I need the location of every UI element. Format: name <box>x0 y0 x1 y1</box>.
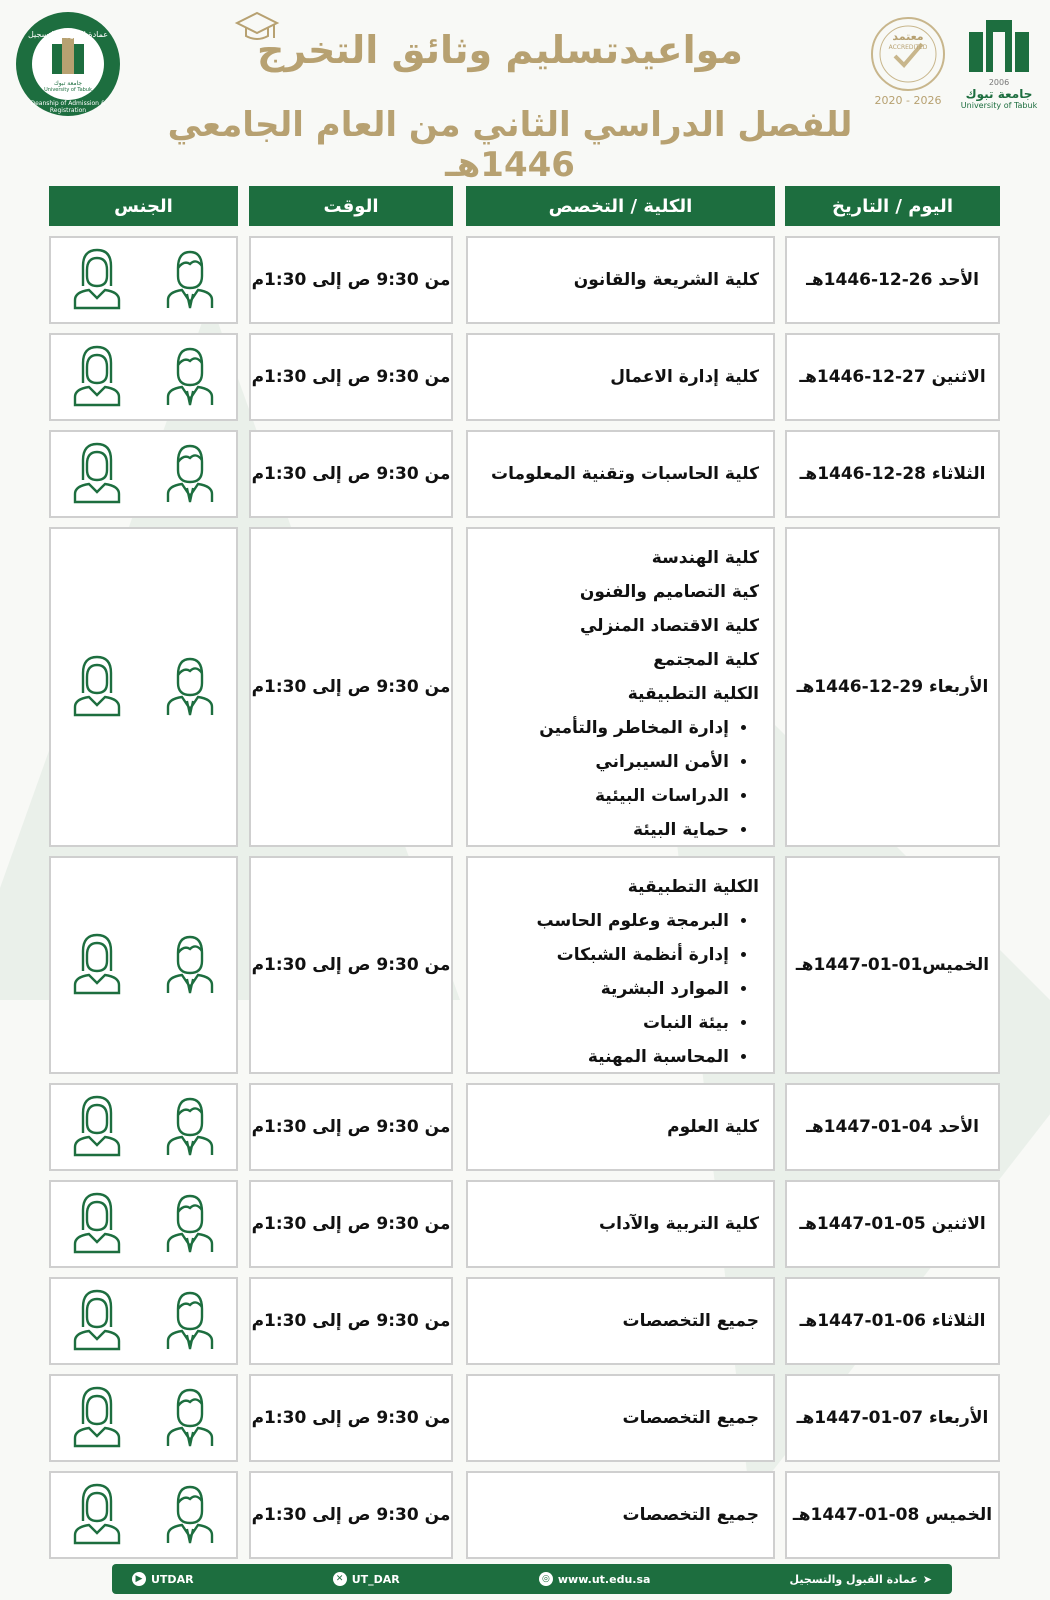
male-user-icon <box>164 1287 216 1355</box>
specialization-item: • حماية البيئة <box>468 813 729 847</box>
male-user-icon <box>164 1481 216 1549</box>
date-cell <box>785 430 1000 518</box>
row-date: الخميس 08-01-1447هـ <box>792 1505 993 1525</box>
male-user-icon <box>164 653 216 721</box>
time-cell <box>249 1277 453 1365</box>
time-cell <box>249 856 453 1074</box>
gender-cell <box>49 1471 238 1559</box>
specialization-item: • بيئة النبات <box>468 1006 729 1040</box>
female-user-icon <box>71 931 123 999</box>
female-user-icon <box>71 1481 123 1549</box>
time-cell <box>249 1083 453 1171</box>
youtube-handle: UTDAR <box>151 1572 194 1586</box>
college-name: جميع التخصصات <box>622 1408 759 1428</box>
female-user-icon <box>71 1287 123 1355</box>
deanship-name-en: Deanship of Admission & Registration <box>30 100 106 114</box>
male-user-icon <box>164 1093 216 1161</box>
youtube-icon: ▶ <box>132 1572 146 1586</box>
header-college: الكلية / التخصص <box>466 186 775 226</box>
time-cell <box>249 1374 453 1462</box>
row-time: من 9:30 ص إلى 1:30م <box>251 955 451 975</box>
row-date: الأربعاء 29-12-1446هـ <box>796 677 989 697</box>
male-user-icon <box>164 246 216 314</box>
specialization-item: • الموارد البشرية <box>468 972 729 1006</box>
college-name: كلية الاقتصاد المنزلي <box>579 616 759 636</box>
female-user-icon <box>71 1093 123 1161</box>
college-cell <box>466 1083 775 1171</box>
specialization-item: • الدراسات البيئية <box>468 779 729 813</box>
college-cell <box>466 1277 775 1365</box>
date-cell <box>785 333 1000 421</box>
row-time: من 9:30 ص إلى 1:30م <box>251 1214 451 1234</box>
row-date: الأحد 04-01-1447هـ <box>806 1117 979 1137</box>
specialization-list <box>468 904 759 1074</box>
deanship-university-en: University of Tabuk <box>44 87 92 93</box>
footer-deanship-name: عمادة القبول والتسجيل <box>789 1572 918 1586</box>
female-user-icon <box>71 653 123 721</box>
college-cell <box>466 430 775 518</box>
page-title: مواعيدتسليم وثائق التخرج <box>257 28 743 72</box>
college-name: الكلية التطبيقية <box>627 877 759 897</box>
gender-cell <box>49 527 238 847</box>
time-cell <box>249 236 453 324</box>
row-date: الأحد 26-12-1446هـ <box>806 270 979 290</box>
college-name: كلية المجتمع <box>653 650 759 670</box>
college-cell <box>466 236 775 324</box>
college-name: الكلية التطبيقية <box>627 684 759 704</box>
row-time: من 9:30 ص إلى 1:30م <box>251 677 451 697</box>
university-logo <box>958 12 1040 110</box>
male-user-icon <box>164 440 216 508</box>
male-user-icon <box>164 1190 216 1258</box>
specialization-item: • البرمجة وعلوم الحاسب <box>468 904 729 938</box>
specialization-item: • الأمن السيبراني <box>468 745 729 779</box>
time-cell <box>249 1180 453 1268</box>
date-cell <box>785 527 1000 847</box>
deanship-name-ar: عمادة القبول و التسجيل <box>28 30 108 39</box>
college-name: كلية العلوم <box>667 1117 759 1137</box>
college-cell <box>466 333 775 421</box>
footer-bar <box>112 1564 952 1594</box>
specialization-item: • المحاسبة المهنية <box>468 1040 729 1074</box>
row-date: الثلاثاء 28-12-1446هـ <box>799 464 986 484</box>
header-date: اليوم / التاريخ <box>785 186 1000 226</box>
college-name: كلية إدارة الاعمال <box>610 367 759 387</box>
college-name: كية التصاميم والفنون <box>579 582 759 602</box>
male-user-icon <box>164 1384 216 1452</box>
page-subtitle: للفصل الدراسي الثاني من العام الجامعي 1446هـ <box>167 105 853 185</box>
accredited-en: ACCREDITED <box>888 44 928 51</box>
row-time: من 9:30 ص إلى 1:30م <box>251 1505 451 1525</box>
college-cell <box>466 1471 775 1559</box>
footer-deanship <box>790 1573 932 1586</box>
college-name: كلية الحاسبات وتقنية المعلومات <box>491 464 759 484</box>
x-handle: UT_DAR <box>351 1572 400 1586</box>
time-cell <box>249 527 453 847</box>
male-user-icon <box>164 931 216 999</box>
row-time: من 9:30 ص إلى 1:30م <box>251 270 451 290</box>
header-time: الوقت <box>249 186 453 226</box>
specialization-item: • إدارة المخاطر والتأمين <box>468 711 729 745</box>
row-date: الخميس01-01-1447هـ <box>795 955 990 975</box>
globe-icon: ◎ <box>539 1572 553 1586</box>
gender-cell <box>49 856 238 1074</box>
college-cell <box>466 1374 775 1462</box>
date-cell <box>785 1277 1000 1365</box>
header-gender: الجنس <box>49 186 238 226</box>
male-user-icon <box>164 343 216 411</box>
college-cell <box>466 856 775 1074</box>
university-year: 2006 <box>988 78 1010 87</box>
arrow-icon: ➤ <box>922 1572 932 1586</box>
row-date: الثلاثاء 06-01-1447هـ <box>799 1311 986 1331</box>
female-user-icon <box>71 1384 123 1452</box>
row-time: من 9:30 ص إلى 1:30م <box>251 1408 451 1428</box>
female-user-icon <box>71 246 123 314</box>
date-cell <box>785 856 1000 1074</box>
date-cell <box>785 1374 1000 1462</box>
gender-cell <box>49 1083 238 1171</box>
deanship-university-ar: جامعة تبوك <box>53 80 83 87</box>
date-cell <box>785 1083 1000 1171</box>
date-cell <box>785 1180 1000 1268</box>
row-time: من 9:30 ص إلى 1:30م <box>251 1311 451 1331</box>
gender-cell <box>49 1277 238 1365</box>
specialization-list <box>468 711 759 847</box>
row-date: الاثنين 05-01-1447هـ <box>799 1214 986 1234</box>
time-cell <box>249 333 453 421</box>
gender-cell <box>49 333 238 421</box>
college-cell <box>466 1180 775 1268</box>
accreditation-seal <box>868 14 948 107</box>
college-name: كلية الشريعة والقانون <box>573 270 759 290</box>
gender-cell <box>49 1180 238 1268</box>
deanship-logo <box>12 10 124 122</box>
college-name: جميع التخصصات <box>622 1311 759 1331</box>
row-time: من 9:30 ص إلى 1:30م <box>251 367 451 387</box>
website: www.ut.edu.sa <box>557 1572 651 1586</box>
university-name-en: University of Tabuk <box>960 101 1038 110</box>
row-date: الأربعاء 07-01-1447هـ <box>796 1408 989 1428</box>
x-icon: ✕ <box>333 1572 347 1586</box>
row-time: من 9:30 ص إلى 1:30م <box>251 464 451 484</box>
website-link[interactable] <box>539 1572 651 1586</box>
female-user-icon <box>71 1190 123 1258</box>
female-user-icon <box>71 440 123 508</box>
college-name: كلية التربية والآداب <box>599 1214 759 1234</box>
row-date: الاثنين 27-12-1446هـ <box>799 367 986 387</box>
date-cell <box>785 236 1000 324</box>
university-name-ar: جامعة تبوك <box>965 87 1033 101</box>
specialization-item: • إدارة أنظمة الشبكات <box>468 938 729 972</box>
college-cell <box>466 527 775 847</box>
x-link[interactable] <box>333 1572 400 1586</box>
gender-cell <box>49 1374 238 1462</box>
youtube-link[interactable] <box>132 1572 194 1586</box>
accredited-years: 2020 - 2026 <box>874 94 942 107</box>
college-name: جميع التخصصات <box>622 1505 759 1525</box>
time-cell <box>249 1471 453 1559</box>
gender-cell <box>49 430 238 518</box>
row-time: من 9:30 ص إلى 1:30م <box>251 1117 451 1137</box>
gender-cell <box>49 236 238 324</box>
date-cell <box>785 1471 1000 1559</box>
accredited-ar: معتمد <box>892 30 924 43</box>
time-cell <box>249 430 453 518</box>
female-user-icon <box>71 343 123 411</box>
college-name: كلية الهندسة <box>651 548 759 568</box>
